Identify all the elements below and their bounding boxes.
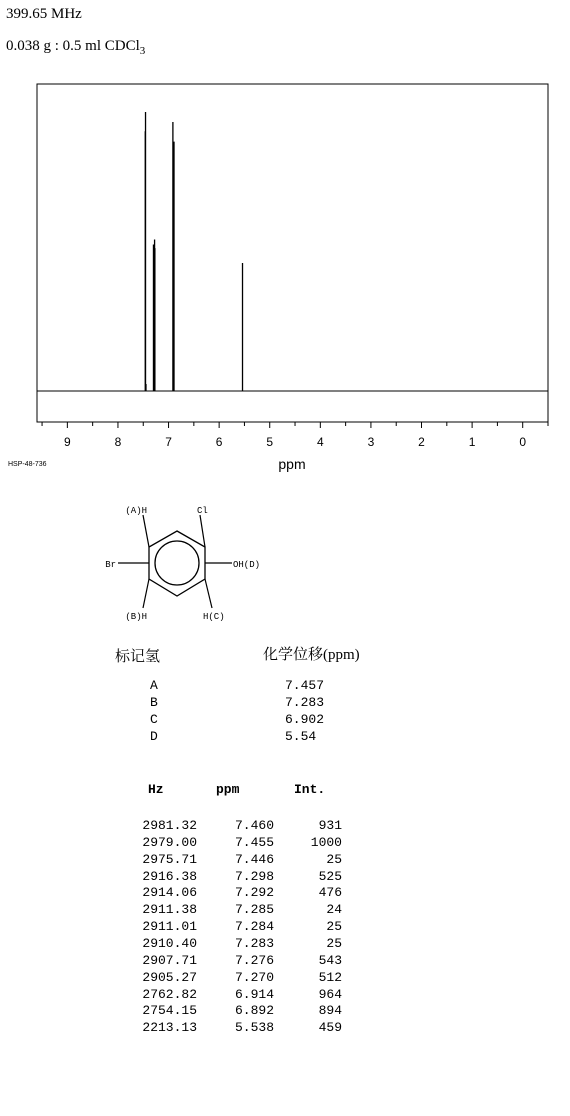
peak-cell-ppm: 7.460 xyxy=(234,818,274,833)
assignment-shift-a: 7.457 xyxy=(285,678,325,693)
peak-cell-ppm: 7.285 xyxy=(234,902,274,918)
concentration-text: 0.038 g : 0.5 ml CDCl xyxy=(6,38,140,54)
aromatic-circle xyxy=(155,541,199,585)
peak-cell-ppm: 7.455 xyxy=(234,834,274,850)
peak-cell-hz: 2916.38 xyxy=(142,868,197,884)
peak-row xyxy=(112,902,352,919)
label-h-b: (B)H xyxy=(125,612,147,622)
label-oh: OH(D) xyxy=(233,560,261,570)
x-tick-label: 7 xyxy=(165,435,172,449)
peak-header-ppm: ppm xyxy=(216,782,240,797)
peak-cell-hz: 2762.82 xyxy=(142,986,197,1002)
peak-row xyxy=(112,869,352,886)
peak-cell-ppm: 7.446 xyxy=(234,851,274,867)
x-tick-label: 5 xyxy=(266,435,274,449)
peak-cell-int: 931 xyxy=(318,818,342,833)
peak-cell-int: 894 xyxy=(318,1003,342,1019)
peak-cell-ppm: 6.892 xyxy=(234,1003,274,1019)
peak-cell-hz: 2979.00 xyxy=(142,834,197,850)
peak-cell-ppm: 5.538 xyxy=(234,1020,274,1036)
peak-cell-ppm: 7.284 xyxy=(234,919,274,935)
bond-h-b xyxy=(143,579,149,608)
peak-cell-int: 25 xyxy=(326,919,342,935)
x-tick-label: 1 xyxy=(468,435,476,449)
peak-cell-hz: 2911.38 xyxy=(142,902,197,918)
x-axis-label: ppm xyxy=(278,456,306,472)
bond-cl xyxy=(200,515,205,547)
assignment-label-a: A xyxy=(150,678,158,693)
x-tick-label: 6 xyxy=(215,435,223,449)
peak-cell-hz: 2975.71 xyxy=(142,851,197,867)
peak-row xyxy=(112,987,352,1004)
assignment-label-c: C xyxy=(150,712,158,727)
assignment-shift-d: 5.54 xyxy=(285,729,317,744)
label-h-a: (A)H xyxy=(125,506,147,516)
assignment-label-b: B xyxy=(150,695,158,710)
assignment-shift-b: 7.283 xyxy=(285,695,325,710)
peak-row xyxy=(112,936,352,953)
peak-cell-int: 525 xyxy=(318,868,342,884)
x-tick-label: 3 xyxy=(367,435,375,449)
peak-row xyxy=(112,818,352,835)
peak-row xyxy=(112,953,352,970)
peak-cell-int: 543 xyxy=(318,952,342,968)
peak-cell-ppm: 7.283 xyxy=(234,935,274,951)
x-tick-label: 0 xyxy=(519,435,527,449)
spectrum-code-label: HSP-48-736 xyxy=(8,461,47,468)
concentration-subscript: 3 xyxy=(139,45,146,57)
x-tick-label: 2 xyxy=(418,435,425,449)
x-tick-label: 8 xyxy=(114,435,122,449)
assignment-shift-c: 6.902 xyxy=(285,712,325,727)
peak-cell-hz: 2907.71 xyxy=(142,952,197,968)
spectrometer-frequency: 399.65 MHz xyxy=(6,6,82,22)
peak-cell-int: 25 xyxy=(326,851,342,867)
peak-cell-hz: 2213.13 xyxy=(142,1020,197,1036)
peak-cell-int: 25 xyxy=(326,935,342,951)
peak-cell-int: 459 xyxy=(318,1020,342,1036)
peak-cell-int: 24 xyxy=(326,902,342,918)
peak-cell-ppm: 7.292 xyxy=(234,885,274,901)
peak-row xyxy=(112,970,352,987)
label-br: Br xyxy=(105,560,116,570)
assignment-header-label: 标记氢 xyxy=(115,649,161,665)
peak-row xyxy=(112,852,352,869)
peak-cell-hz: 2910.40 xyxy=(142,935,197,951)
peak-cell-ppm: 6.914 xyxy=(234,986,274,1002)
peak-cell-hz: 2911.01 xyxy=(142,919,197,935)
assignment-header-shift: 化学位移(ppm) xyxy=(263,647,360,663)
peak-row xyxy=(112,919,352,936)
peak-row xyxy=(112,835,352,852)
peak-cell-int: 964 xyxy=(318,986,342,1002)
x-tick-label: 9 xyxy=(64,435,71,449)
peak-cell-hz: 2905.27 xyxy=(142,969,197,985)
label-cl: Cl xyxy=(197,506,208,516)
peak-cell-hz: 2914.06 xyxy=(142,885,197,901)
peak-cell-ppm: 7.270 xyxy=(234,969,274,985)
x-tick-label: 4 xyxy=(316,435,324,449)
bond-h-c xyxy=(205,579,212,608)
peak-cell-int: 512 xyxy=(318,969,342,985)
peak-cell-hz: 2981.32 xyxy=(142,818,197,833)
peak-row xyxy=(112,1003,352,1020)
peak-header-hz: Hz xyxy=(148,782,164,797)
peak-cell-int: 1000 xyxy=(310,834,342,850)
peak-cell-ppm: 7.276 xyxy=(234,952,274,968)
peak-cell-int: 476 xyxy=(318,885,342,901)
bond-h-a xyxy=(143,515,149,547)
assignment-label-d: D xyxy=(150,729,158,744)
peak-row xyxy=(112,885,352,902)
peak-header-int: Int. xyxy=(294,782,326,797)
label-h-c: H(C) xyxy=(203,612,225,622)
peak-row xyxy=(112,1020,352,1037)
peak-cell-hz: 2754.15 xyxy=(142,1003,197,1019)
peak-cell-ppm: 7.298 xyxy=(234,868,274,884)
